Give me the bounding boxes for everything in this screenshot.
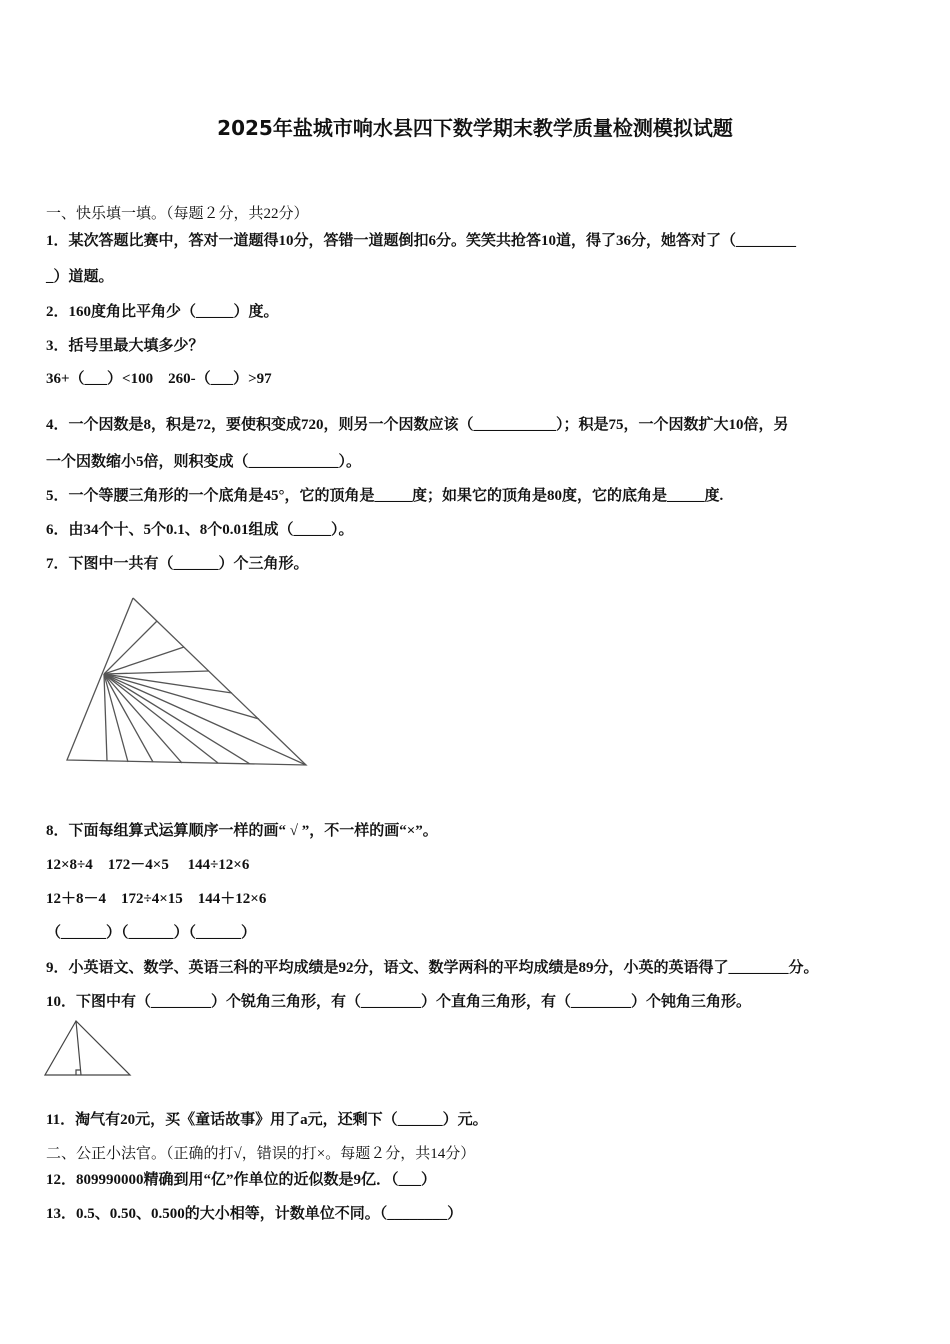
question-3-expr: 36+（___）<100 260-（___）>97 — [46, 371, 272, 387]
question-1: 1．某次答题比赛中，答对一道题得10分，答错一道题倒扣6分。笑笑共抢答10道，得了36分，她答对了（________ — [46, 233, 797, 249]
question-7: 7．下图中一共有（______）个三角形。 — [46, 556, 309, 572]
question-5: 5．一个等腰三角形的一个底角是45°，它的顶角是_____度；如果它的顶角是80度，它的底角是_____度. — [46, 488, 724, 504]
question-11: 11．淘气有20元，买《童话故事》用了a元，还剩下（______）元。 — [46, 1112, 488, 1128]
question-10: 10．下图中有（________）个锐角三角形，有（________）个直角三角形，有（________）个钝角三角形。 — [46, 994, 752, 1010]
section-2-heading: 二、公正小法官。（正确的打√，错误的打×。每题２分，共14分） — [46, 1146, 476, 1162]
question-9: 9．小英语文、数学、英语三科的平均成绩是92分，语文、数学两科的平均成绩是89分，小英的英语得了________分。 — [46, 960, 819, 976]
question-3: 3．括号里最大填多少？ — [46, 338, 204, 354]
question-4-cont: 一个因数缩小5倍，则积变成（____________）。 — [46, 454, 362, 470]
page-title: 2025年盐城市响水县四下数学期末教学质量检测模拟试题 — [217, 116, 733, 140]
section-1-heading: 一、快乐填一填。（每题２分，共22分） — [46, 206, 309, 222]
question-13: 13．0.5、0.50、0.500的大小相等，计数单位不同。（________） — [46, 1206, 463, 1222]
question-1-cont: _）道题。 — [46, 269, 114, 285]
triangle-height-figure — [44, 1019, 134, 1079]
question-8-row-1: 12×8÷4 172－4×5 144÷12×6 — [46, 857, 250, 873]
question-6: 6．由34个十、5个0.1、8个0.01组成（_____）。 — [46, 522, 354, 538]
question-8-row-2: 12＋8－4 172÷4×15 144＋12×6 — [46, 891, 267, 907]
question-2: 2．160度角比平角少（_____）度。 — [46, 304, 279, 320]
question-4: 4．一个因数是8，积是72，要使积变成720，则另一个因数应该（___________）；积是75，一个因数扩大10倍，另 — [46, 417, 789, 433]
triangle-fan-figure — [60, 594, 312, 770]
question-8-answers: （______）（______）（______） — [46, 925, 257, 941]
question-8: 8．下面每组算式运算顺序一样的画“ √ ”，不一样的画“×”。 — [46, 823, 438, 839]
question-12: 12．809990000精确到用“亿”作单位的近似数是9亿．（___） — [46, 1172, 437, 1188]
